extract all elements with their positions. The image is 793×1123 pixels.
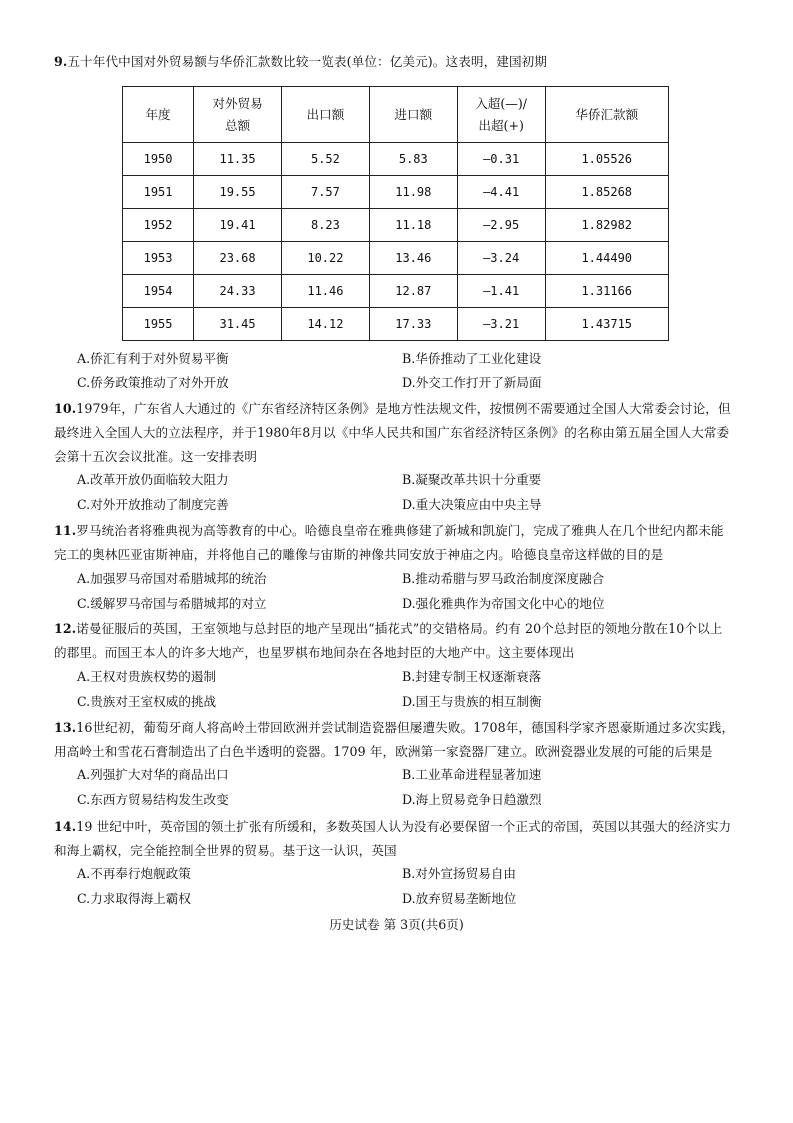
q11-stem-line-1: 11.罗马统治者将雅典视为高等教育的中心。哈德良皇帝在雅典修建了新城和凯旋门，完成了雅典人在几个世纪内都未能: [54, 523, 724, 538]
q10-stem-line-3: 会第十五次会议批准。这一安排表明: [54, 449, 258, 464]
col-header-year: 年度: [123, 87, 194, 143]
table-cell: 1950: [123, 143, 194, 176]
table-cell: 1.44490: [545, 242, 669, 275]
table-cell: 7.57: [281, 176, 369, 209]
table-cell: 13.46: [369, 242, 457, 275]
table-cell: —0.31: [457, 143, 545, 176]
q13-option-b[interactable]: B.工业革命进程显著加速: [402, 767, 542, 782]
table-cell: 23.68: [194, 242, 282, 275]
page-footer: 历史试卷 第 3页(共6页): [329, 917, 464, 932]
q14-option-c[interactable]: C.力求取得海上霸权: [77, 891, 191, 906]
table-cell: 17.33: [369, 308, 457, 341]
table-cell: 11.98: [369, 176, 457, 209]
table-cell: 19.41: [194, 209, 282, 242]
q9-stem: 9.五十年代中国对外贸易额与华侨汇款数比较一览表(单位：亿美元)。这表明，建国初期: [54, 54, 548, 69]
q9-option-b[interactable]: B.华侨推动了工业化建设: [402, 351, 542, 366]
q12-option-d[interactable]: D.国王与贵族的相互制衡: [402, 694, 542, 709]
q9-option-a[interactable]: A.侨汇有利于对外贸易平衡: [77, 351, 229, 366]
col-header-total: 对外贸易 总额: [194, 87, 282, 143]
table-cell: 1952: [123, 209, 194, 242]
q10-stem-line-2: 最终进入全国人大的立法程序，并于1980年8月以《中华人民共和国广东省经济特区条例》的名称由第五届全国人大常委: [54, 425, 730, 440]
table-cell: 11.35: [194, 143, 282, 176]
table-cell: —1.41: [457, 275, 545, 308]
q9-option-d[interactable]: D.外交工作打开了新局面: [402, 375, 542, 390]
table-cell: 1954: [123, 275, 194, 308]
table-cell: 11.18: [369, 209, 457, 242]
q14-stem-line-2: 和海上霸权，完全能控制全世界的贸易。基于这一认识，英国: [54, 843, 397, 858]
table-cell: 1.43715: [545, 308, 669, 341]
q9-option-c[interactable]: C.侨务政策推动了对外开放: [77, 375, 229, 390]
col-header-balance: 入超(—)/ 出超(+): [457, 87, 545, 143]
q11-option-b[interactable]: B.推动希腊与罗马政治制度深度融合: [402, 571, 605, 586]
table-cell: 11.46: [281, 275, 369, 308]
q14-option-b[interactable]: B.对外宣扬贸易自由: [402, 866, 517, 881]
col-header-import: 进口额: [369, 87, 457, 143]
table-cell: 10.22: [281, 242, 369, 275]
table-row: [123, 209, 669, 242]
q13-stem-line-1: 13.16世纪初，葡萄牙商人将高岭土带回欧洲并尝试制造瓷器但屡遭失败。1708年，德国科学家齐恩豪斯通过多次实践，: [54, 720, 735, 735]
q12-option-b[interactable]: B.封建专制王权逐渐衰落: [402, 669, 542, 684]
col-header-remittance: 华侨汇款额: [545, 87, 669, 143]
table-body: [123, 143, 669, 341]
table-cell: 5.83: [369, 143, 457, 176]
q13-option-d[interactable]: D.海上贸易竞争日趋激烈: [402, 792, 542, 807]
table-header-row: [123, 87, 669, 143]
table-cell: 1.82982: [545, 209, 669, 242]
q10-stem-line-1: 10.1979年，广东省人大通过的《广东省经济特区条例》是地方性法规文件，按惯例不需要通过全国人大常委会讨论，但: [54, 401, 731, 416]
q14-option-d[interactable]: D.放弃贸易垄断地位: [402, 891, 517, 906]
table-cell: 1955: [123, 308, 194, 341]
table-cell: 12.87: [369, 275, 457, 308]
table-row: [123, 308, 669, 341]
q14-option-a[interactable]: A.不再奉行炮舰政策: [77, 866, 191, 881]
table-row: [123, 176, 669, 209]
table-cell: —3.24: [457, 242, 545, 275]
q11-option-d[interactable]: D.强化雅典作为帝国文化中心的地位: [402, 596, 605, 611]
q12-option-c[interactable]: C.贵族对王室权威的挑战: [77, 694, 217, 709]
table-row: [123, 275, 669, 308]
table-cell: 31.45: [194, 308, 282, 341]
table-cell: 1.05526: [545, 143, 669, 176]
table-cell: 5.52: [281, 143, 369, 176]
q14-stem-line-1: 14.19 世纪中叶，英帝国的领土扩张有所缓和，多数英国人认为没有必要保留一个正式的帝国，英国以其强大的经济实力: [54, 819, 732, 834]
table-cell: 19.55: [194, 176, 282, 209]
table-cell: 14.12: [281, 308, 369, 341]
q10-option-c[interactable]: C.对外开放推动了制度完善: [77, 497, 229, 512]
col-header-export: 出口额: [281, 87, 369, 143]
q12-option-a[interactable]: A.王权对贵族权势的遏制: [77, 669, 217, 684]
q9-trade-table: [122, 86, 669, 341]
q10-option-b[interactable]: B.凝聚改革共识十分重要: [402, 472, 542, 487]
q11-stem-line-2: 完工的奥林匹亚宙斯神庙，并将他自己的雕像与宙斯的神像共同安放于神庙之内。哈德良皇帝这样做的目的是: [54, 547, 664, 562]
table-cell: —3.21: [457, 308, 545, 341]
table-cell: 1.85268: [545, 176, 669, 209]
table-cell: 24.33: [194, 275, 282, 308]
table-cell: 8.23: [281, 209, 369, 242]
q13-option-c[interactable]: C.东西方贸易结构发生改变: [77, 792, 229, 807]
table-cell: —4.41: [457, 176, 545, 209]
table-cell: 1953: [123, 242, 194, 275]
q12-stem-line-1: 12.诺曼征服后的英国，王室领地与总封臣的地产呈现出“插花式”的交错格局。约有 20个总封臣的领地分散在10个以上: [54, 621, 723, 636]
q13-stem-line-2: 用高岭土和雪花石膏制造出了白色半透明的瓷器。1709 年，欧洲第一家瓷器厂建立。欧洲瓷器业发展的可能的后果是: [54, 744, 713, 759]
table-row: [123, 242, 669, 275]
table-cell: 1.31166: [545, 275, 669, 308]
table-cell: —2.95: [457, 209, 545, 242]
q13-option-a[interactable]: A.列强扩大对华的商品出口: [77, 767, 229, 782]
q10-option-d[interactable]: D.重大决策应由中央主导: [402, 497, 542, 512]
q10-option-a[interactable]: A.改革开放仍面临较大阻力: [77, 472, 229, 487]
table-cell: 1951: [123, 176, 194, 209]
q11-option-c[interactable]: C.缓解罗马帝国与希腊城邦的对立: [77, 596, 267, 611]
q11-option-a[interactable]: A.加强罗马帝国对希腊城邦的统治: [77, 571, 267, 586]
q12-stem-line-2: 的郡里。而国王本人的许多大地产，也星罗棋布地间杂在各地封臣的大地产中。这主要体现出: [54, 645, 575, 660]
table-row: [123, 143, 669, 176]
